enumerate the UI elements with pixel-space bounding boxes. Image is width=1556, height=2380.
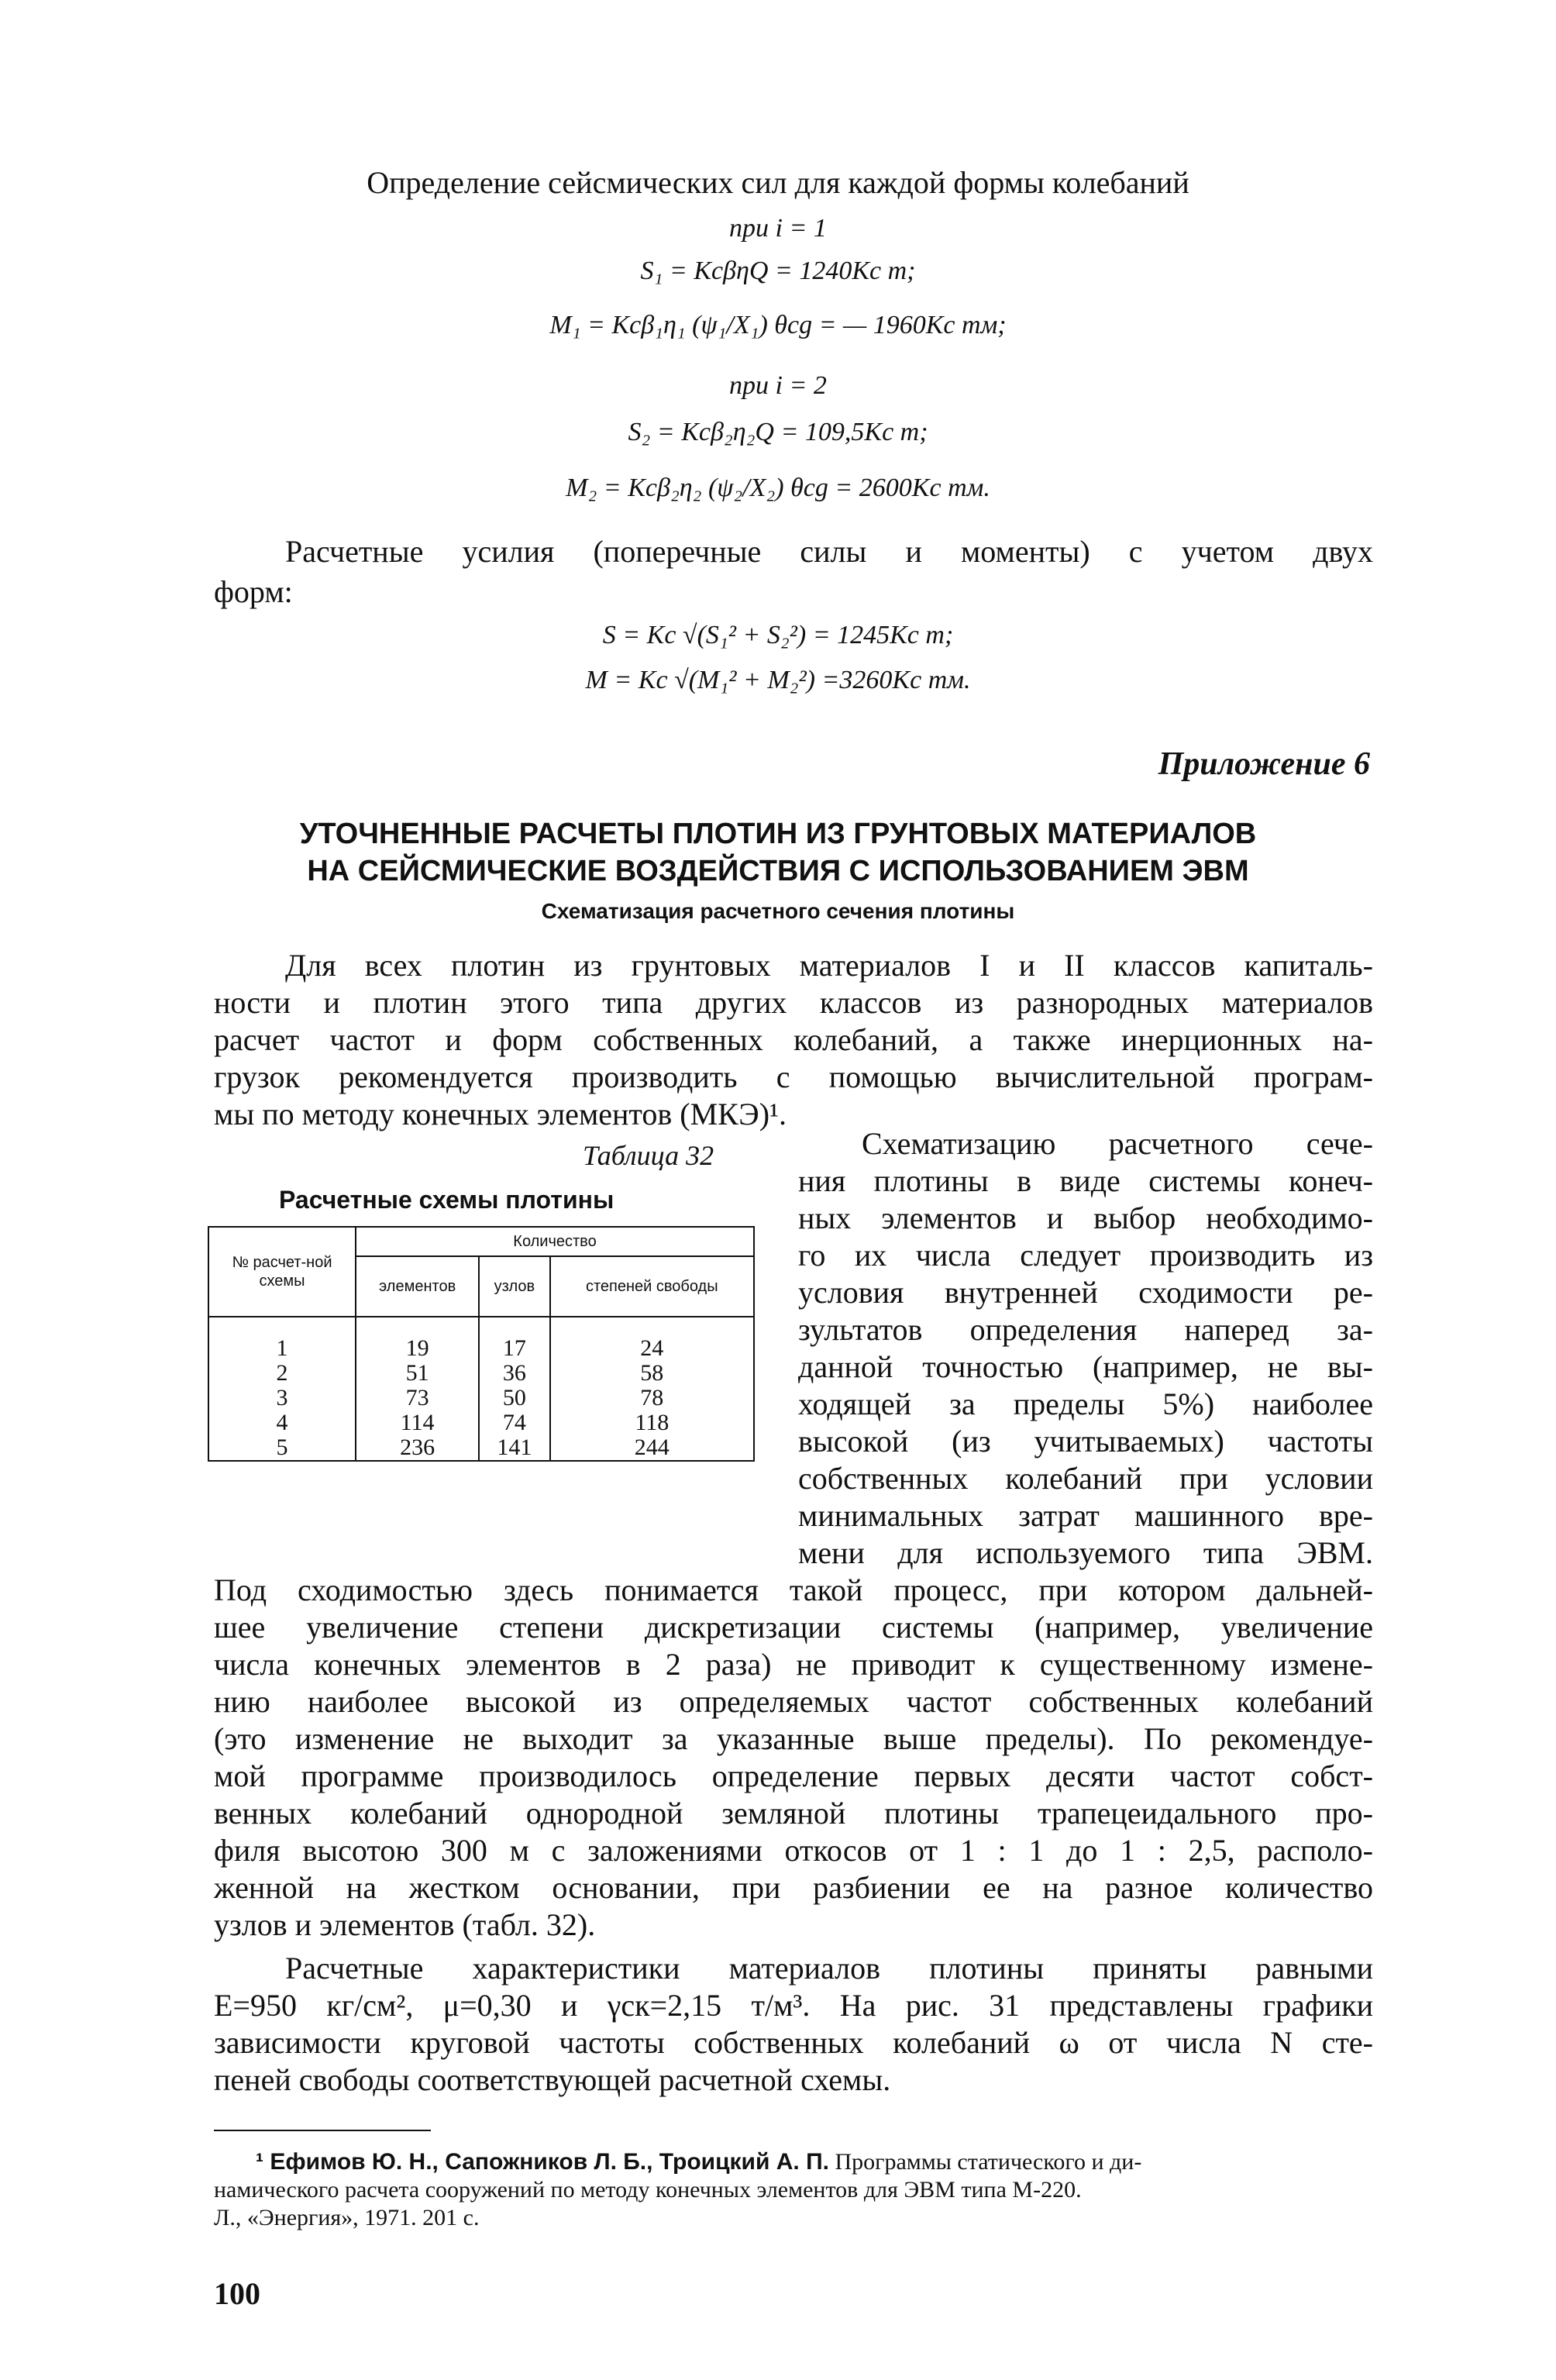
side-para-line: ния плотины в виде системы конеч-	[798, 1163, 1373, 1198]
formula-case-1: при i = 1	[729, 214, 827, 243]
para1-line: Для всех плотин из грунтовых материалов I и II классов капиталь-	[285, 948, 1373, 983]
forces-line-1: Расчетные усилия (поперечные силы и моменты) с учетом двух	[285, 534, 1373, 569]
col-nodes: узлов	[479, 1256, 549, 1317]
para1-line: грузок рекомендуется производить с помощью вычислительной програм-	[214, 1059, 1373, 1094]
cell-scheme: 1	[208, 1317, 356, 1361]
cell-nodes: 50	[479, 1386, 549, 1410]
side-para-line: мени для используемого типа ЭВМ.	[798, 1535, 1373, 1570]
appendix-subtitle: Схематизация расчетного сечения плотины	[541, 899, 1015, 923]
cell-elements: 236	[356, 1435, 479, 1461]
para2-line: Под сходимостью здесь понимается такой процесс, при котором дальней-	[214, 1572, 1373, 1607]
table-row	[208, 1435, 754, 1461]
footnote-authors: ¹ Ефимов Ю. Н., Сапожников Л. Б., Троицкий А. П.	[256, 2149, 829, 2175]
para2-line: женной на жестком основании, при разбиении ее на разное количество	[214, 1870, 1373, 1905]
formula-case-2: при i = 2	[729, 371, 827, 400]
col-quantity: Количество	[356, 1227, 754, 1256]
cell-dof: 78	[550, 1386, 754, 1410]
cell-dof: 118	[550, 1410, 754, 1435]
cell-elements: 19	[356, 1317, 479, 1361]
intro-heading: Определение сейсмических сил для каждой формы колебаний	[367, 165, 1189, 200]
para2-line: нию наиболее высокой из определяемых частот собственных колебаний	[214, 1684, 1373, 1719]
formula-s-total: S = Kc √(S₁² + S₂²) = 1245Kc т;	[602, 621, 954, 649]
para1-line: ности и плотин этого типа других классов из разнородных материалов	[214, 985, 1373, 1020]
formula-m1: M₁ = Kcβ₁η₁ (ψ₁/X₁) θcg = — 1960Kc тм;	[549, 311, 1007, 339]
side-para-line: высокой (из учитываемых) частоты	[798, 1424, 1373, 1459]
formula-s1: S₁ = KcβηQ = 1240Kc т;	[640, 257, 916, 285]
cell-dof: 24	[550, 1317, 754, 1361]
para2-line: мой программе производилось определение первых десяти частот собст-	[214, 1758, 1373, 1793]
cell-elements: 114	[356, 1410, 479, 1435]
side-para-line: го их числа следует производить из	[798, 1238, 1373, 1273]
table-row	[208, 1317, 754, 1361]
para2-line: узлов и элементов (табл. 32).	[214, 1907, 596, 1942]
formula-s2: S₂ = Kcβ₂η₂Q = 109,5Kc т;	[628, 418, 928, 446]
table-row	[208, 1361, 754, 1386]
table-caption: Расчетные схемы плотины	[279, 1186, 614, 1214]
forces-line-2: форм:	[214, 574, 293, 609]
cell-scheme: 2	[208, 1361, 356, 1386]
col-dof: степеней свободы	[550, 1256, 754, 1317]
side-para-line: собственных колебаний при условии	[798, 1461, 1373, 1496]
para3-line: зависимости круговой частоты собственных колебаний ω от числа N сте-	[214, 2025, 1373, 2060]
side-para-line: минимальных затрат машинного вре-	[798, 1498, 1373, 1533]
para3-line: пеней свободы соответствующей расчетной схемы.	[214, 2062, 891, 2097]
para2-line: венных колебаний однородной земляной плотины трапецеидального про-	[214, 1796, 1373, 1831]
formula-m-total: M = Kc √(M₁² + M₂²) =3260Kc тм.	[585, 666, 971, 694]
cell-scheme: 5	[208, 1435, 356, 1461]
side-para-line: ходящей за пределы 5%) наиболее	[798, 1386, 1373, 1421]
side-para-line: условия внутренней сходимости ре-	[798, 1275, 1373, 1310]
para2-line: числа конечных элементов в 2 раза) не приводит к существенному измене-	[214, 1647, 1373, 1682]
footnote-line-1	[256, 2148, 1141, 2176]
side-para-line: Схематизацию расчетного сече-	[862, 1126, 1373, 1161]
appendix-title-line-1: УТОЧНЕННЫЕ РАСЧЕТЫ ПЛОТИН ИЗ ГРУНТОВЫХ МАТЕРИАЛОВ	[299, 818, 1257, 850]
cell-nodes: 17	[479, 1317, 549, 1361]
schemes-table	[208, 1226, 755, 1462]
cell-scheme: 4	[208, 1410, 356, 1435]
para3-line: Расчетные характеристики материалов плотины приняты равными	[285, 1951, 1373, 1986]
footnote-rule	[214, 2130, 431, 2131]
cell-nodes: 141	[479, 1435, 549, 1461]
appendix-label: Приложение 6	[1158, 746, 1370, 782]
side-para-line: данной точностью (например, не вы-	[798, 1349, 1373, 1384]
side-para-line: ных элементов и выбор необходимо-	[798, 1200, 1373, 1235]
table-row	[208, 1410, 754, 1435]
footnote-line-2: намического расчета сооружений по методу конечных элементов для ЭВМ типа М-220.	[214, 2177, 1082, 2203]
cell-dof: 58	[550, 1361, 754, 1386]
para1-line: расчет частот и форм собственных колебаний, а также инерционных на-	[214, 1022, 1373, 1057]
formula-m2: M₂ = Kcβ₂η₂ (ψ₂/X₂) θcg = 2600Kc тм.	[566, 474, 990, 502]
table-label: Таблица 32	[583, 1140, 714, 1171]
col-scheme: № расчет-ной схемы	[208, 1227, 356, 1317]
col-elements: элементов	[356, 1256, 479, 1317]
footnote-line-3: Л., «Энергия», 1971. 201 с.	[214, 2205, 480, 2230]
table-row	[208, 1386, 754, 1410]
side-para-line: зультатов определения наперед за-	[798, 1312, 1373, 1347]
page-number: 100	[214, 2276, 260, 2311]
cell-nodes: 36	[479, 1361, 549, 1386]
appendix-title-line-2: НА СЕЙСМИЧЕСКИЕ ВОЗДЕЙСТВИЯ С ИСПОЛЬЗОВАНИЕМ ЭВМ	[307, 855, 1249, 887]
para2-line: (это изменение не выходит за указанные выше пределы). По рекомендуе-	[214, 1721, 1373, 1756]
para2-line: шее увеличение степени дискретизации системы (например, увеличение	[214, 1610, 1373, 1645]
para3-line: E=950 кг/см², μ=0,30 и γск=2,15 т/м³. На рис. 31 представлены графики	[214, 1988, 1373, 2023]
cell-nodes: 74	[479, 1410, 549, 1435]
cell-elements: 51	[356, 1361, 479, 1386]
footnote-rest: Программы статического и ди-	[829, 2149, 1142, 2175]
para1-line: мы по методу конечных элементов (МКЭ)¹.	[214, 1097, 787, 1131]
cell-elements: 73	[356, 1386, 479, 1410]
para2-line: филя высотою 300 м с заложениями откосов от 1 : 1 до 1 : 2,5, располо-	[214, 1833, 1373, 1868]
cell-scheme: 3	[208, 1386, 356, 1410]
cell-dof: 244	[550, 1435, 754, 1461]
